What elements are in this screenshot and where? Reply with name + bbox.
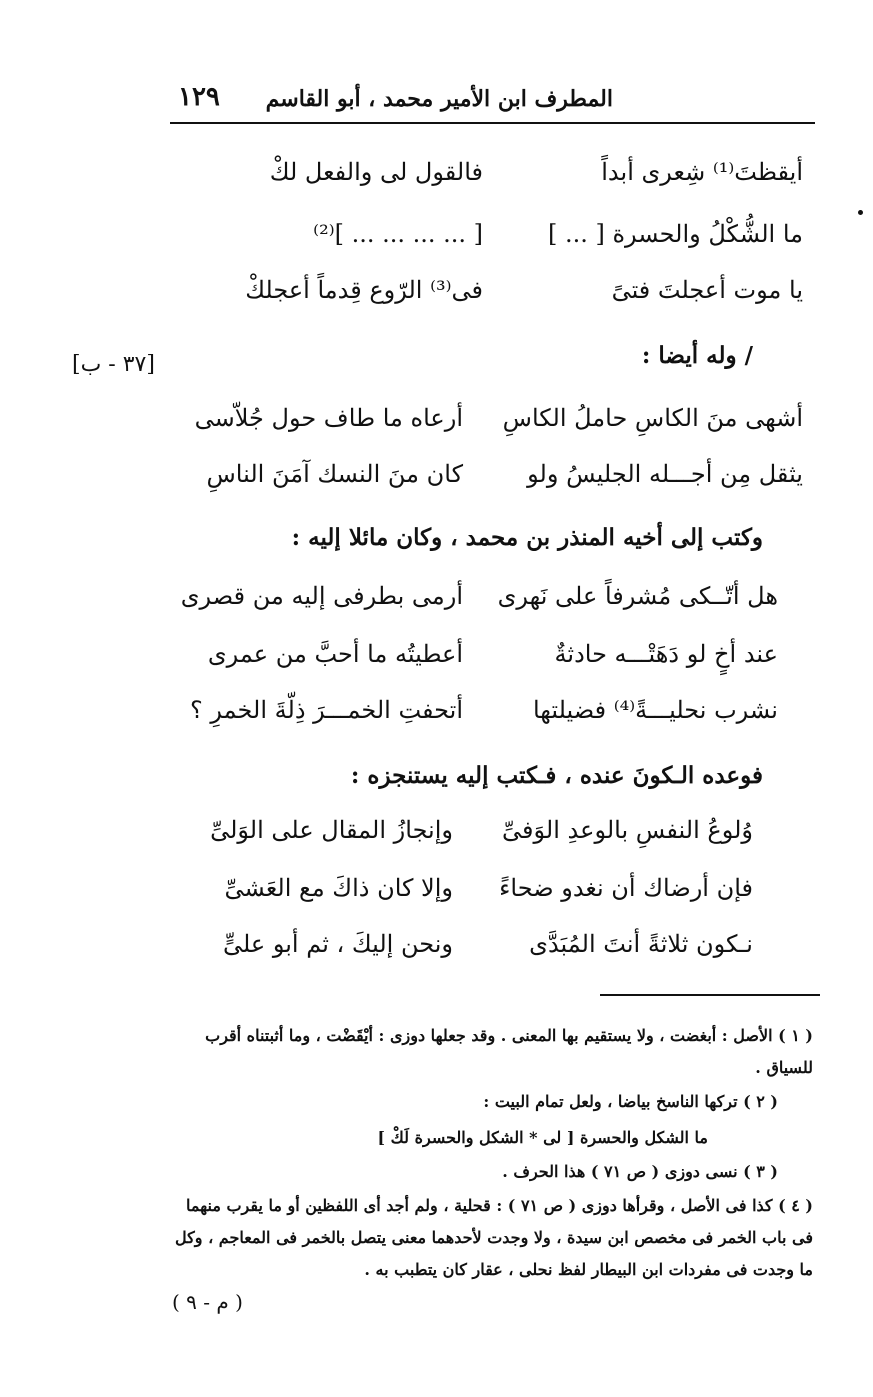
verse-3-first: يا موت أعجلتَ فتىً: [611, 276, 803, 304]
verse-1-first: أيقظتَ⁽¹⁾ شِعرى أبداً: [601, 158, 803, 186]
signature-mark: ( م - ٩ ): [172, 1290, 243, 1314]
verse-7-second: أعطيتُه ما أحبَّ من عمرى: [207, 640, 463, 668]
header-rule: [170, 122, 815, 124]
verse-11-first: نـكون ثلاثةً أنتَ المُبَدَّى: [529, 930, 753, 958]
verse-7-first: عند أخٍ لو دَهَتْـــه حادثةٌ: [554, 640, 778, 668]
verse-4-second: أرعاه ما طاف حول جُلاّسى: [194, 404, 463, 432]
verse-6-second: أرمى بطرفى إليه من قصرى: [180, 582, 463, 610]
footnote-rule: [600, 994, 820, 996]
verse-6-first: هل أتّــكى مُشرفاً على نَهرى: [497, 582, 778, 610]
intro-line-4: فوعده الـكونَ عنده ، فـكتب إليه يستنجزه :: [350, 762, 763, 789]
verse-9-first: وُلوعُ النفسِ بالوعدِ الوَفىِّ: [502, 816, 753, 844]
page-number: ١٢٩: [178, 82, 220, 112]
verse-5-second: كان منَ النسك آمَنَ الناسِ: [206, 460, 463, 488]
verse-4-first: أشهى منَ الكاسِ حاملُ الكاسِ: [502, 404, 803, 432]
verse-1-second: فالقول لى والفعل لكْ: [269, 158, 483, 186]
verse-11-second: ونحن إليكَ ، ثم أبو علىٍّ: [222, 930, 453, 958]
verse-2-second: [ ... ... ... ... ]⁽²⁾: [313, 220, 483, 248]
verse-8-first: نشرب نحليـــةً⁽⁴⁾ فضيلتها: [532, 696, 778, 724]
verse-10-second: وإلا كان ذاكَ مع العَشىِّ: [224, 874, 453, 902]
footnote-3: ( ٣ ) نسى دوزى ( ص ٧١ ) هذا الحرف .: [502, 1162, 778, 1181]
intro-line-2: / وله أيضا :: [641, 342, 753, 369]
verse-8-second: أتحفتِ الخمـــرَ ذِلّةَ الخمرِ ؟: [190, 696, 463, 724]
verse-2-first: ما الشُّكْلُ والحسرة [ ... ]: [547, 220, 803, 248]
running-title: المطرف ابن الأمير محمد ، أبو القاسم: [265, 86, 613, 112]
verse-3-second: فى⁽³⁾ الرّوع قِدماً أعجلكْ: [245, 276, 483, 304]
verse-5-first: يثقل مِن أجـــله الجليسُ ولو: [527, 460, 803, 488]
intro-line-3: وكتب إلى أخيه المنذر بن محمد ، وكان مائلا إليه :: [291, 524, 763, 551]
margin-folio-ref: [٣٧ - ب]: [72, 352, 155, 377]
footnote-2: ( ٢ ) تركها الناسخ بياضا ، ولعل تمام البيت :: [483, 1092, 778, 1111]
footnote-4: ( ٤ ) كذا فى الأصل ، وقرأها دوزى ( ص ٧١ ) : قحلية ، ولم أجد أى اللفظين أو ما يقرب منهما فى باب الخمر فى مخصص ابن سيدة ، ولا وجدت لأحدهما معنى يتصل بالخمر فى المعاجم ، وكل ما وجدت فى مفردات ابن البيطار لفظ نحلى ، عقار كان يتطبب به .: [175, 1196, 813, 1279]
verse-10-first: فإن أرضاك أن نغدو ضحاءً: [499, 874, 753, 902]
margin-dot: [858, 210, 863, 215]
verse-9-second: وإنجازُ المقال على الوَلىِّ: [210, 816, 453, 844]
footnote-2-verse: ما الشكل والحسرة [ لى * الشكل والحسرة لَكْ ]: [377, 1128, 708, 1147]
footnote-1: ( ١ ) الأصل : أبغضت ، ولا يستقيم بها المعنى . وقد جعلها دوزى : أيْقَضْت ، وما أثبتناه أقرب للسياق .: [205, 1026, 813, 1077]
